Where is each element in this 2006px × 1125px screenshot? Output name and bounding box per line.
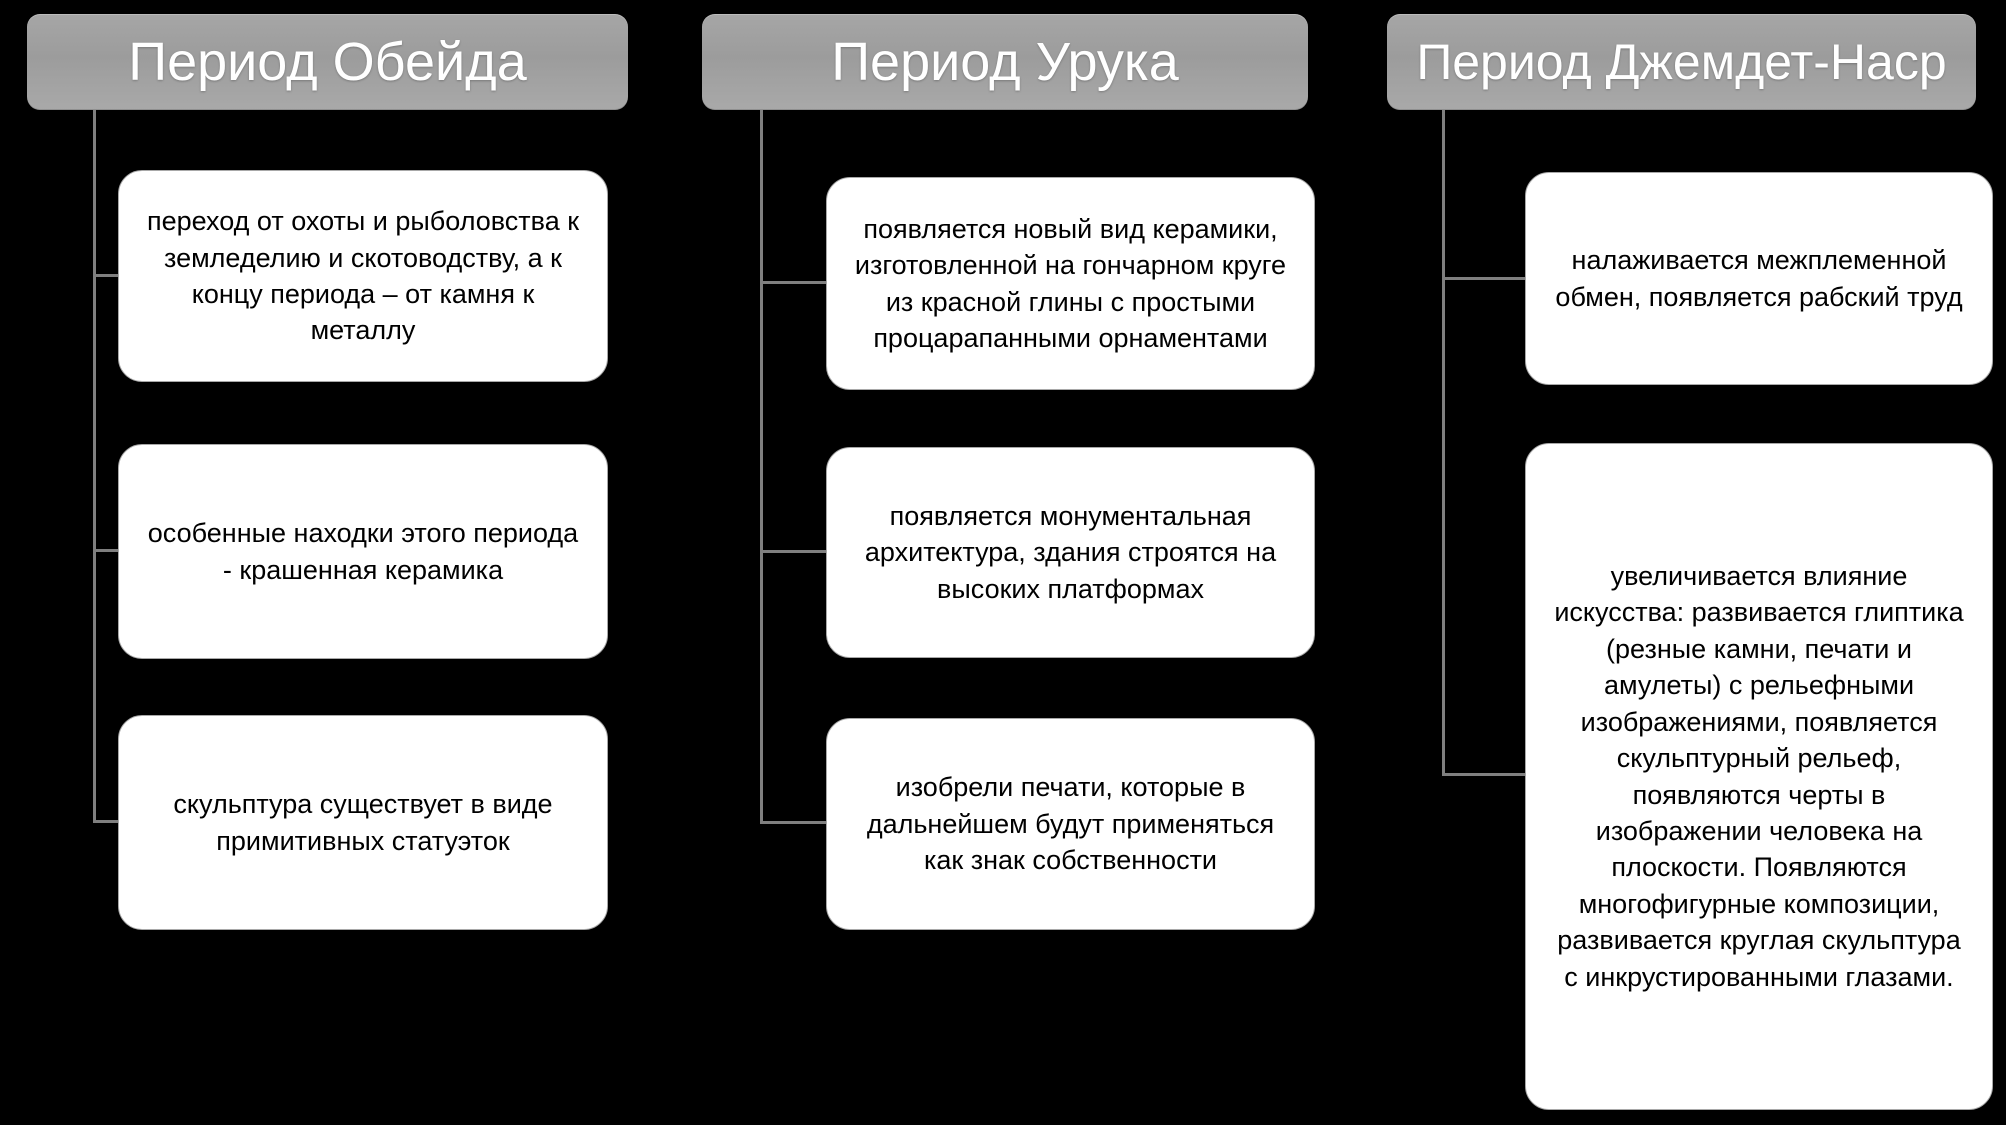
connector-branch-col2-item3 (760, 821, 828, 824)
item-box-obeid-2: особенные находки этого периода - крашенная керамика (118, 444, 608, 659)
column-header-jemdet-nasr: Период Джемдет-Наср (1387, 14, 1976, 110)
connector-vertical-col1 (93, 110, 96, 823)
item-box-uruk-1: появляется новый вид керамики, изготовленной на гончарном круге из красной глины с простыми процарапанными орнаментами (826, 177, 1315, 390)
item-box-obeid-1: переход от охоты и рыболовства к земледелию и скотоводству, а к концу периода – от камня к металлу (118, 170, 608, 382)
item-box-jemdet-nasr-1: налаживается межплеменной обмен, появляется рабский труд (1525, 172, 1993, 385)
connector-branch-col1-item1 (93, 274, 120, 277)
item-box-obeid-3: скульптура существует в виде примитивных статуэток (118, 715, 608, 930)
connector-branch-col2-item2 (760, 550, 828, 553)
connector-branch-col1-item2 (93, 549, 120, 552)
connector-branch-col2-item1 (760, 281, 828, 284)
connector-vertical-col3 (1442, 110, 1445, 776)
connector-branch-col3-item1 (1442, 277, 1527, 280)
connector-branch-col1-item3 (93, 820, 120, 823)
item-box-uruk-3: изобрели печати, которые в дальнейшем будут применяться как знак собственности (826, 718, 1315, 930)
item-box-uruk-2: появляется монументальная архитектура, здания строятся на высоких платформах (826, 447, 1315, 658)
connector-vertical-col2 (760, 110, 763, 823)
connector-branch-col3-item2 (1442, 773, 1527, 776)
column-header-obeid: Период Обейда (27, 14, 628, 110)
item-box-jemdet-nasr-2: увеличивается влияние искусства: развивается глиптика (резные камни, печати и амулеты) с рельефными изображениями, появляется скульптурный рельеф, появляются черты в изображении человека на плоскости. Появляются многофигурные композиции, развивается круглая скульптура с инкрустированными глазами. (1525, 443, 1993, 1110)
column-header-uruk: Период Урука (702, 14, 1308, 110)
